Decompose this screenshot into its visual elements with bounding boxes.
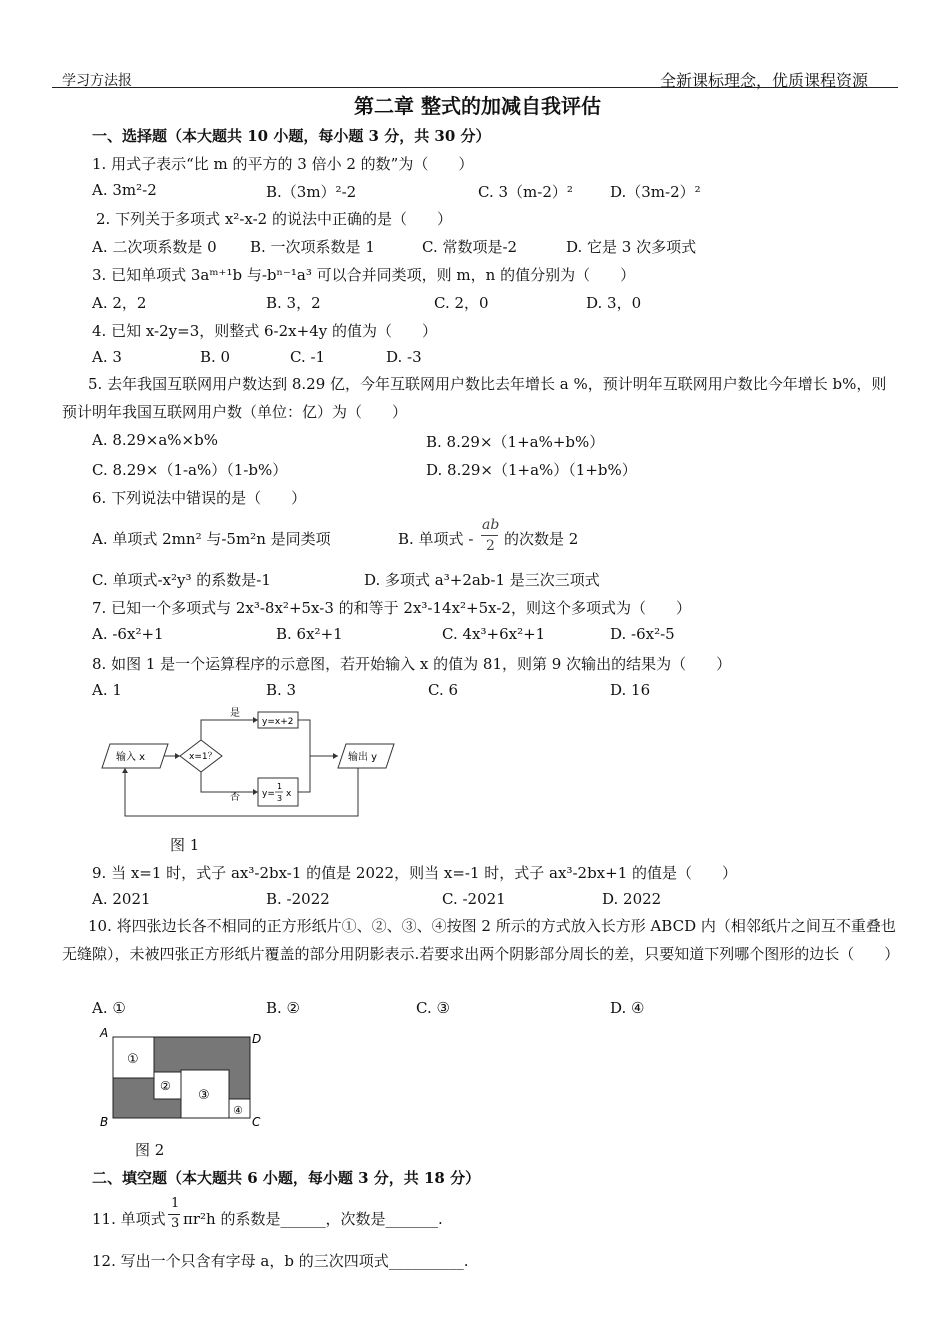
q4-stem: 4. 已知 x-2y=3，则整式 6-2x+4y 的值为（ ）: [92, 322, 437, 340]
q1-option-b: B.（3m）²-2: [266, 183, 357, 201]
q3-option-b: B. 3，2: [266, 294, 321, 312]
q3-option-d: D. 3，0: [586, 294, 642, 312]
flow-condition-label: x=1？: [189, 752, 217, 762]
q2-stem: 2. 下列关于多项式 x²-x-2 的说法中正确的是（ ）: [96, 210, 452, 228]
section-2-heading: 二、填空题（本大题共 6 小题，每小题 3 分，共 18 分）: [92, 1169, 481, 1187]
q6-option-a: A. 单项式 2mn² 与-5m²n 是同类项: [92, 530, 331, 548]
flow-no-box-denominator: 3: [277, 794, 283, 803]
square-3-label: ③: [198, 1088, 210, 1103]
vertex-d-label: D: [252, 1032, 262, 1046]
flow-input-label: 输入 x: [116, 752, 146, 763]
q11-numerator: 1: [171, 1196, 180, 1211]
q9-option-a: A. 2021: [92, 890, 151, 908]
q6-option-b-suffix: 的次数是 2: [504, 530, 579, 548]
q6-option-c: C. 单项式-x²y³ 的系数是-1: [92, 571, 271, 589]
flow-no-box-suffix: x: [286, 789, 292, 799]
q6-option-b-numerator: ab: [482, 517, 500, 533]
q11-suffix: πr²h 的系数是______，次数是_______.: [183, 1210, 443, 1228]
q9-option-d: D. 2022: [602, 890, 662, 908]
q11-fraction-bar: [168, 1214, 180, 1215]
q7-option-a: A. -6x²+1: [92, 625, 164, 643]
header-left: 学习方法报: [62, 73, 132, 89]
q8-option-c: C. 6: [428, 681, 459, 699]
q5-option-c: C. 8.29×（1-a%）（1-b%）: [92, 461, 288, 479]
q10-option-a: A. ①: [92, 999, 126, 1017]
q4-option-b: B. 0: [200, 348, 231, 366]
q5-option-a: A. 8.29×a%×b%: [92, 431, 218, 449]
flow-yes-label: 是: [230, 708, 240, 719]
q3-option-a: A. 2，2: [92, 294, 147, 312]
q10-option-b: B. ②: [266, 999, 301, 1017]
flow-yes-box-label: y=x+2: [262, 717, 294, 727]
flow-output-label: 输出 y: [348, 752, 378, 763]
figure-2-rectangle: [92, 1025, 272, 1135]
q3-stem: 3. 已知单项式 3aᵐ⁺¹b 与-bⁿ⁻¹a³ 可以合并同类项，则 m，n 的值分别为（ ）: [92, 266, 636, 284]
flow-no-box-prefix: y=: [262, 789, 275, 799]
page-title: 第二章 整式的加减自我评估: [354, 94, 601, 118]
q10-option-d: D. ④: [610, 999, 645, 1017]
q11-denominator: 3: [171, 1216, 180, 1231]
square-1-label: ①: [127, 1052, 139, 1067]
q5-option-b: B. 8.29×（1+a%+b%）: [426, 433, 605, 451]
square-2-label: ②: [160, 1079, 171, 1093]
figure-1-caption: 图 1: [170, 836, 200, 854]
flow-no-label: 否: [230, 792, 240, 803]
q5-option-d: D. 8.29×（1+a%）（1+b%）: [426, 461, 637, 479]
q8-option-b: B. 3: [266, 681, 297, 699]
q12-stem: 12. 写出一个只含有字母 a，b 的三次四项式__________.: [92, 1252, 469, 1270]
q7-stem: 7. 已知一个多项式与 2x³-8x²+5x-3 的和等于 2x³-14x²+5x-2，则这个多项式为（ ）: [92, 599, 691, 617]
q7-option-d: D. -6x²-5: [610, 625, 675, 643]
q9-option-b: B. -2022: [266, 890, 330, 908]
q1-stem: 1. 用式子表示“比 m 的平方的 3 倍小 2 的数”为（ ）: [92, 155, 474, 173]
square-4-label: ④: [233, 1104, 243, 1117]
q6-fraction-bar: [481, 535, 498, 536]
flow-no-box-numerator: 1: [277, 782, 283, 791]
vertex-a-label: A: [100, 1026, 109, 1040]
q8-option-d: D. 16: [610, 681, 651, 699]
vertex-b-label: B: [100, 1115, 109, 1129]
q10-option-c: C. ③: [416, 999, 450, 1017]
q2-option-c: C. 常数项是-2: [422, 238, 518, 256]
section-1-heading: 一、选择题（本大题共 10 小题，每小题 3 分，共 30 分）: [92, 127, 491, 145]
q1-option-c: C. 3（m-2）²: [478, 183, 573, 201]
q2-option-b: B. 一次项系数是 1: [250, 238, 375, 256]
figure-1-flowchart: [90, 704, 410, 824]
q3-option-c: C. 2，0: [434, 294, 489, 312]
q4-option-d: D. -3: [386, 348, 422, 366]
q6-option-d: D. 多项式 a³+2ab-1 是三次三项式: [364, 571, 600, 589]
header-divider: [52, 87, 898, 88]
q1-option-d: D.（3m-2）²: [610, 183, 701, 201]
q2-option-a: A. 二次项系数是 0: [92, 238, 217, 256]
header-right: 全新课标理念，优质课程资源: [660, 71, 869, 90]
q7-option-b: B. 6x²+1: [276, 625, 343, 643]
q8-stem: 8. 如图 1 是一个运算程序的示意图，若开始输入 x 的值为 81，则第 9 次输出的结果为（ ）: [92, 655, 732, 673]
q10-stem: 10. 将四张边长各不相同的正方形纸片①、②、③、④按图 2 所示的方式放入长方形 ABCD 内（相邻纸片之间互不重叠也无缝隙），未被四张正方形纸片覆盖的部分用阴影表示.若要求出两个阴影部分周长的差，只要知道下列哪个图形的边长（ ）: [62, 917, 900, 963]
q8-option-a: A. 1: [92, 681, 122, 699]
q4-option-a: A. 3: [92, 348, 122, 366]
q7-option-c: C. 4x³+6x²+1: [442, 625, 546, 643]
q1-option-a: A. 3m²-2: [92, 181, 157, 199]
q9-option-c: C. -2021: [442, 890, 506, 908]
q4-option-c: C. -1: [290, 348, 326, 366]
q6-option-b-denominator: 2: [486, 538, 495, 554]
q11-prefix: 11. 单项式: [92, 1210, 166, 1228]
q6-option-b-prefix: B. 单项式 -: [398, 530, 474, 548]
vertex-c-label: C: [252, 1115, 261, 1129]
figure-2-caption: 图 2: [135, 1141, 165, 1159]
q6-stem: 6. 下列说法中错误的是（ ）: [92, 489, 307, 507]
q2-option-d: D. 它是 3 次多项式: [566, 238, 697, 256]
q9-stem: 9. 当 x=1 时，式子 ax³-2bx-1 的值是 2022，则当 x=-1 时，式子 ax³-2bx+1 的值是（ ）: [92, 864, 738, 882]
q5-stem: 5. 去年我国互联网用户数达到 8.29 亿，今年互联网用户数比去年增长 a %，预计明年互联网用户数比今年增长 b%，则预计明年我国互联网用户数（单位：亿）为（ ）: [62, 375, 887, 421]
